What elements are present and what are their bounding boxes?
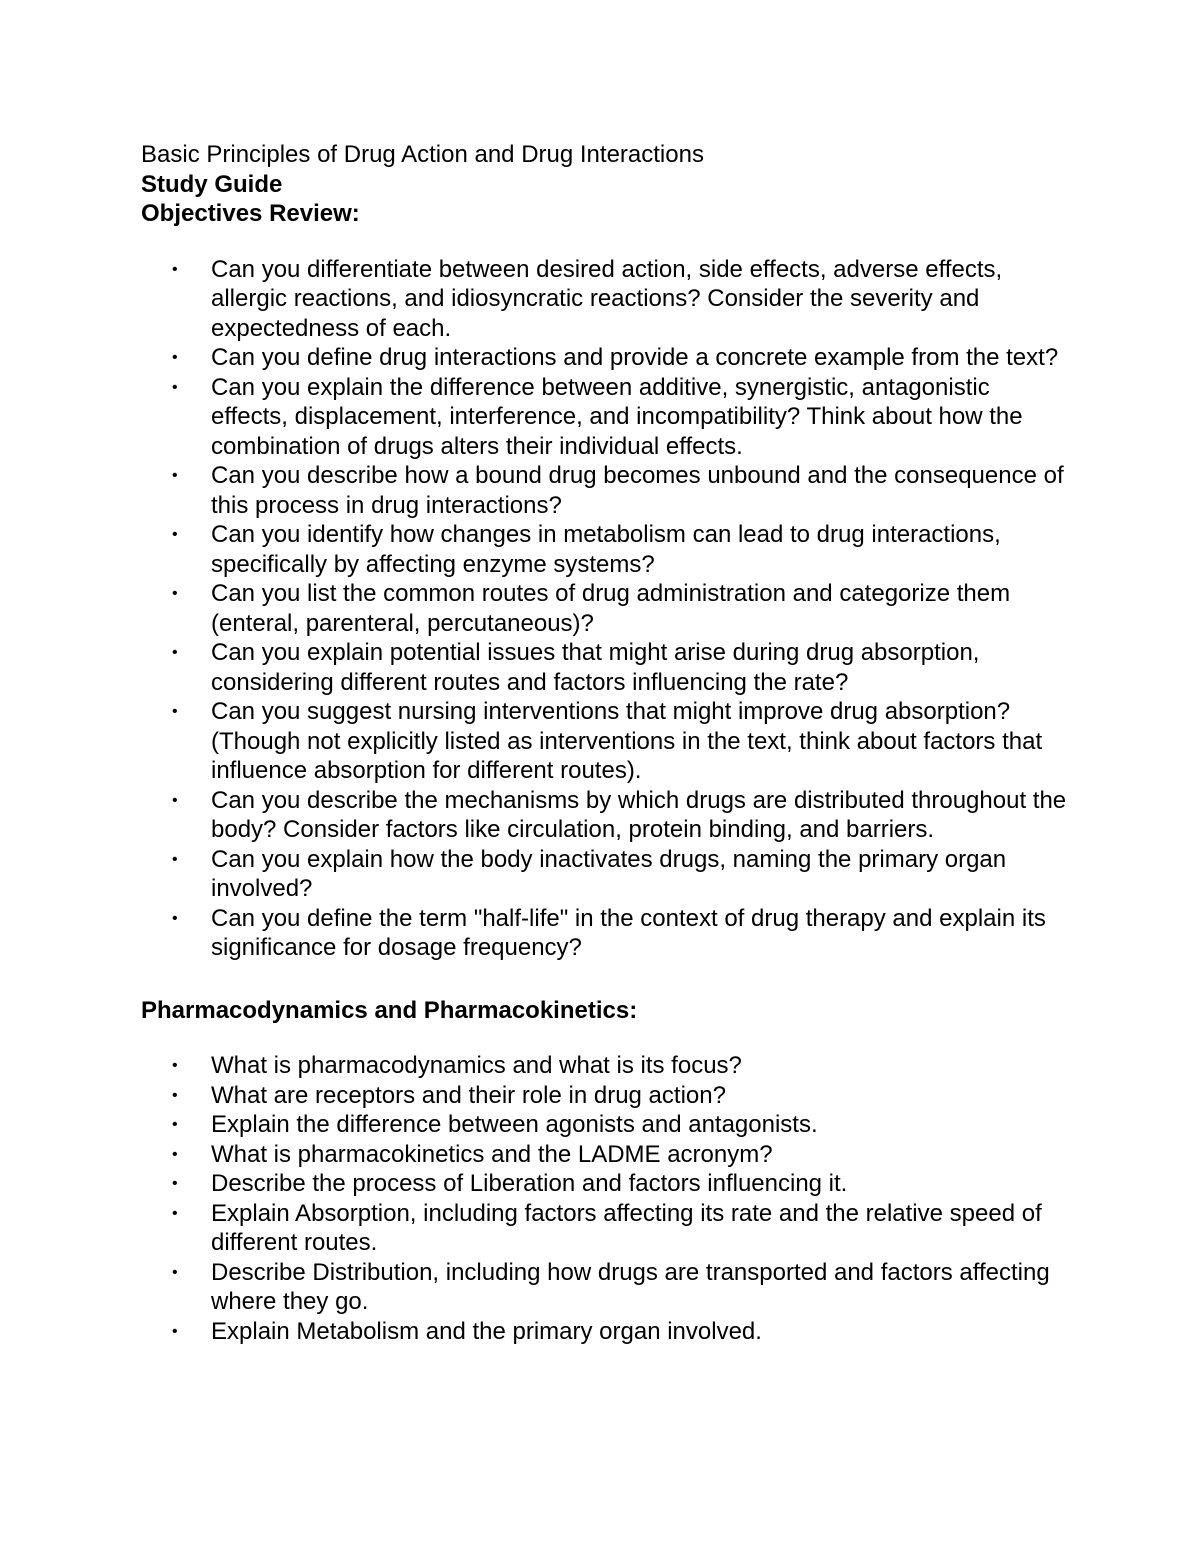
list-item — [141, 255, 1070, 344]
section-heading-objectives: Objectives Review: — [141, 200, 360, 227]
bullet-icon: • — [172, 526, 178, 543]
bullet-icon: • — [172, 850, 178, 868]
bullet-icon: • — [172, 1175, 178, 1192]
list-item — [141, 373, 1070, 462]
list-item — [141, 461, 1070, 520]
bullet-icon: • — [172, 585, 178, 602]
list-item-text: Can you differentiate between desired action, side effects, adverse effects, allergic reactions, and idiosyncratic reactions? Consider the severity and expectedness of each. — [211, 255, 1003, 342]
list-item — [141, 1169, 1070, 1199]
list-item — [141, 1081, 1070, 1111]
document-title: Basic Principles of Drug Action and Drug Interactions — [141, 141, 704, 168]
bullet-icon: • — [172, 1204, 178, 1222]
list-item-text: What are receptors and their role in drug action? — [211, 1081, 726, 1109]
document-subtitle: Study Guide — [141, 170, 283, 198]
bullet-icon: • — [172, 1116, 178, 1133]
bullet-icon: • — [172, 378, 178, 396]
bullet-icon: • — [172, 1322, 178, 1340]
list-item-text: Can you explain the difference between additive, synergistic, antagonistic effects, displacement, interference, and incompatibility? Think about how the combination of drugs alters their individual effects. — [211, 373, 1023, 460]
list-item — [141, 697, 1070, 786]
list-item-text: Can you define drug interactions and provide a concrete example from the text? — [211, 344, 1059, 371]
bullet-icon: • — [172, 349, 178, 366]
list-item — [141, 786, 1070, 845]
list-item-text: Explain the difference between agonists and antagonists. — [211, 1111, 818, 1138]
list-item-text: Describe Distribution, including how drugs are transported and factors affecting where they go. — [211, 1258, 1050, 1315]
list-item — [141, 579, 1070, 638]
list-item-text: Can you identify how changes in metabolism can lead to drug interactions, specifically by affecting enzyme systems? — [211, 521, 1001, 578]
bullet-icon: • — [172, 1145, 178, 1163]
bullet-icon: • — [172, 703, 178, 720]
list-item — [141, 520, 1070, 579]
list-item — [141, 845, 1070, 904]
list-item-text: Describe the process of Liberation and factors influencing it. — [211, 1170, 848, 1197]
bullet-icon: • — [172, 260, 178, 278]
list-item — [141, 1258, 1070, 1317]
list-item-text: Can you list the common routes of drug administration and categorize them (enteral, parenteral, percutaneous)? — [211, 580, 1011, 637]
list-item — [141, 1051, 1070, 1081]
list-item-text: Explain Metabolism and the primary organ involved. — [211, 1317, 762, 1345]
bullet-icon: • — [172, 909, 178, 927]
list-item — [141, 1317, 1070, 1347]
bullet-icon: • — [172, 1086, 178, 1104]
spacer — [141, 229, 1070, 255]
list-item-text: Can you describe the mechanisms by which drugs are distributed throughout the body? Consider factors like circulation, protein binding, and barriers. — [211, 786, 1067, 843]
list-item — [141, 1140, 1070, 1170]
spacer — [141, 963, 1070, 996]
bullet-icon: • — [172, 791, 178, 809]
list-item — [141, 638, 1070, 697]
bullet-icon: • — [172, 1057, 178, 1074]
list-item — [141, 343, 1070, 373]
section-heading-pharmacology: Pharmacodynamics and Pharmacokinetics: — [141, 996, 638, 1024]
list-item-text: Can you define the term "half-life" in the context of drug therapy and explain its significance for dosage frequency? — [211, 904, 1046, 961]
list-item-text: What is pharmacodynamics and what is its focus? — [211, 1052, 742, 1079]
bullet-icon: • — [172, 467, 178, 484]
list-item-text: Can you explain potential issues that might arise during drug absorption, considering different routes and factors influencing the rate? — [211, 639, 980, 696]
bullet-icon: • — [172, 644, 178, 661]
bullet-icon: • — [172, 1263, 178, 1281]
objectives-list — [141, 255, 1070, 963]
pharmacology-list — [141, 1051, 1070, 1346]
list-item-text: Explain Absorption, including factors affecting its rate and the relative speed of different routes. — [211, 1199, 1042, 1256]
list-item-text: Can you suggest nursing interventions that might improve drug absorption? (Though not explicitly listed as interventions in the text, think about factors that influence absorption for different routes). — [211, 698, 1043, 784]
spacer — [141, 1025, 1070, 1051]
list-item-text: Can you explain how the body inactivates drugs, naming the primary organ involved? — [211, 845, 1007, 902]
list-item — [141, 1110, 1070, 1140]
list-item — [141, 904, 1070, 963]
list-item-text: Can you describe how a bound drug becomes unbound and the consequence of this process in drug interactions? — [211, 462, 1064, 519]
list-item-text: What is pharmacokinetics and the LADME acronym? — [211, 1140, 773, 1168]
list-item — [141, 1199, 1070, 1258]
